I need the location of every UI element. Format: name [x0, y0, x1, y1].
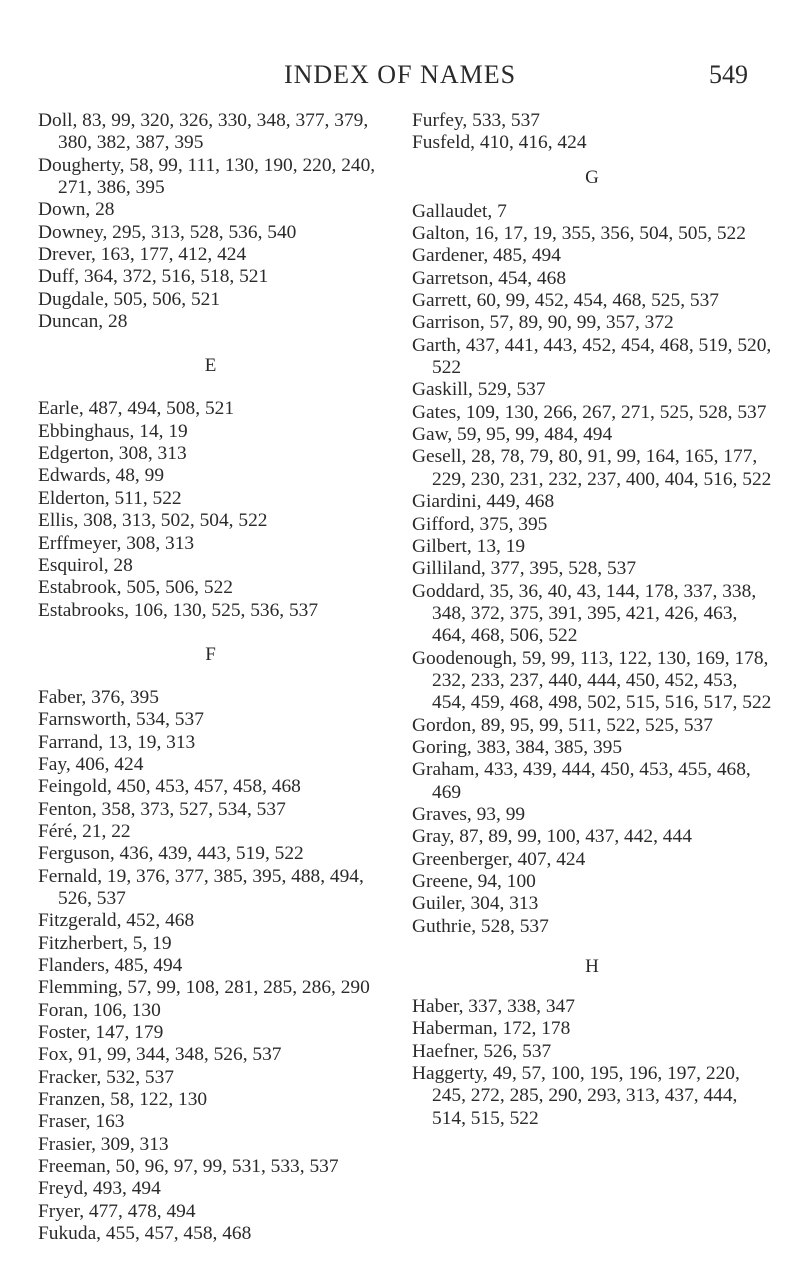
- index-entry: Fraser, 163: [38, 1111, 125, 1133]
- index-entry: Fusfeld, 410, 416, 424: [412, 132, 587, 154]
- index-entry: Haberman, 172, 178: [412, 1018, 571, 1040]
- index-entry: Graham, 433, 439, 444, 450, 453, 455, 468, 469: [412, 759, 751, 803]
- e-entries: [38, 398, 383, 621]
- index-entry: Graves, 93, 99: [412, 803, 526, 825]
- h-entries: [412, 996, 772, 1130]
- index-entry: Gallaudet, 7: [412, 200, 507, 222]
- index-entry: Earle, 487, 494, 508, 521: [38, 398, 235, 420]
- index-entry: Downey, 295, 313, 528, 536, 540: [38, 221, 297, 243]
- left-column: [38, 110, 383, 1245]
- f-entries-continued: [412, 110, 772, 155]
- index-entry: Garrison, 57, 89, 90, 99, 357, 372: [412, 312, 674, 334]
- index-entry: Gifford, 375, 395: [412, 513, 548, 535]
- index-entry: Garrett, 60, 99, 452, 454, 468, 525, 537: [412, 290, 719, 312]
- index-entry: Gordon, 89, 95, 99, 511, 522, 525, 537: [412, 714, 713, 736]
- index-entry: Féré, 21, 22: [38, 820, 131, 842]
- index-entry: Estabrook, 505, 506, 522: [38, 577, 233, 599]
- index-entry: Farnsworth, 534, 537: [38, 709, 204, 731]
- index-entry: Gray, 87, 89, 99, 100, 437, 442, 444: [412, 826, 692, 848]
- index-entry: Fracker, 532, 537: [38, 1066, 174, 1088]
- index-entry: Fitzherbert, 5, 19: [38, 932, 172, 954]
- index-entry: Fryer, 477, 478, 494: [38, 1200, 196, 1222]
- index-entry: Esquirol, 28: [38, 554, 133, 576]
- index-entry: Feingold, 450, 453, 457, 458, 468: [38, 776, 301, 798]
- index-entry: Haber, 337, 338, 347: [412, 996, 575, 1018]
- index-entry: Erffmeyer, 308, 313: [38, 532, 195, 554]
- index-entry: Flanders, 485, 494: [38, 955, 183, 976]
- index-entry: Edwards, 48, 99: [38, 465, 165, 487]
- index-entry: Ebbinghaus, 14, 19: [38, 420, 188, 442]
- index-entry: Farrand, 13, 19, 313: [38, 731, 196, 753]
- index-entry: Gaw, 59, 95, 99, 484, 494: [412, 424, 613, 446]
- index-entry: Fox, 91, 99, 344, 348, 526, 537: [38, 1044, 282, 1066]
- index-entry: Goddard, 35, 36, 40, 43, 144, 178, 337, 338, 348, 372, 375, 391, 395, 421, 426, 463, 464, 468, 506, 522: [412, 580, 757, 647]
- index-entry: Doll, 83, 99, 320, 326, 330, 348, 377, 379, 380, 382, 387, 395: [38, 110, 369, 154]
- index-entry: Fernald, 19, 376, 377, 385, 395, 488, 494, 526, 537: [38, 865, 364, 909]
- index-entry: Fitzgerald, 452, 468: [38, 910, 195, 932]
- index-entry: Gilbert, 13, 19: [412, 535, 526, 557]
- index-entry: Haggerty, 49, 57, 100, 195, 196, 197, 220, 245, 272, 285, 290, 293, 313, 437, 444, 514, 515, 522: [412, 1063, 740, 1129]
- index-entry: Galton, 16, 17, 19, 355, 356, 504, 505, 522: [412, 223, 746, 245]
- index-entry: Gesell, 28, 78, 79, 80, 91, 99, 164, 165, 177, 229, 230, 231, 232, 237, 400, 404, 516, 522: [412, 446, 772, 490]
- index-entry: Guthrie, 528, 537: [412, 915, 549, 937]
- index-entry: Fay, 406, 424: [38, 753, 144, 775]
- index-entry: Frasier, 309, 313: [38, 1133, 169, 1155]
- index-entry: Gardener, 485, 494: [412, 245, 561, 267]
- index-entry: Duncan, 28: [38, 311, 128, 333]
- section-letter-g: G: [585, 166, 599, 188]
- index-entry: Fukuda, 455, 457, 458, 468: [38, 1223, 252, 1245]
- index-entry: Goring, 383, 384, 385, 395: [412, 736, 623, 758]
- index-entry: Flemming, 57, 99, 108, 281, 285, 286, 290: [38, 977, 370, 999]
- index-entry: Faber, 376, 395: [38, 686, 159, 708]
- index-entry: Fenton, 358, 373, 527, 534, 537: [38, 798, 286, 820]
- index-entry: Ferguson, 436, 439, 443, 519, 522: [38, 843, 304, 865]
- index-entry: Dugdale, 505, 506, 521: [38, 288, 221, 310]
- index-entry: Goodenough, 59, 99, 113, 122, 130, 169, 178, 232, 233, 237, 440, 444, 450, 452, 453, 454, 459, 468, 498, 502, 515, 516, 517, 522: [412, 647, 772, 714]
- g-entries: [412, 201, 772, 938]
- page-number: 549: [709, 60, 748, 89]
- index-entry: Estabrooks, 106, 130, 525, 536, 537: [38, 599, 319, 621]
- index-entry: Guiler, 304, 313: [412, 893, 539, 915]
- index-entry: Greenberger, 407, 424: [412, 848, 586, 870]
- index-entry: Duff, 364, 372, 516, 518, 521: [38, 266, 269, 288]
- index-entry: Greene, 94, 100: [412, 871, 536, 892]
- index-entry: Haefner, 526, 537: [412, 1040, 552, 1062]
- section-letter-e: E: [204, 355, 217, 377]
- index-entry: Giardini, 449, 468: [412, 491, 555, 513]
- index-entry: Furfey, 533, 537: [412, 110, 540, 131]
- index-entry: Garretson, 454, 468: [412, 267, 567, 289]
- index-entry: Gates, 109, 130, 266, 267, 271, 525, 528, 537: [412, 401, 767, 423]
- index-entry: Elderton, 511, 522: [38, 487, 182, 509]
- section-letter-f: F: [205, 643, 216, 665]
- index-entry: Foster, 147, 179: [38, 1022, 164, 1044]
- index-entry: Freeman, 50, 96, 97, 99, 531, 533, 537: [38, 1156, 339, 1178]
- index-entry: Garth, 437, 441, 443, 452, 454, 468, 519, 520, 522: [412, 334, 772, 379]
- index-entry: Drever, 163, 177, 412, 424: [38, 244, 247, 266]
- index-entry: Gaskill, 529, 537: [412, 379, 546, 401]
- section-letter-h: H: [585, 956, 599, 978]
- index-entry: Gilliland, 377, 395, 528, 537: [412, 558, 637, 580]
- index-entry: Edgerton, 308, 313: [38, 443, 187, 465]
- d-entries: [38, 110, 383, 333]
- index-entry: Down, 28: [38, 199, 115, 221]
- f-entries: [38, 687, 383, 1246]
- index-entry: Ellis, 308, 313, 502, 504, 522: [38, 510, 268, 532]
- index-entry: Freyd, 493, 494: [38, 1178, 161, 1200]
- index-entry: Franzen, 58, 122, 130: [38, 1089, 208, 1111]
- right-column: [412, 110, 772, 1130]
- index-entry: Dougherty, 58, 99, 111, 130, 190, 220, 240, 271, 386, 395: [38, 154, 376, 199]
- running-title: INDEX OF NAMES: [283, 60, 517, 89]
- index-entry: Foran, 106, 130: [38, 999, 161, 1021]
- page-header: [0, 60, 800, 100]
